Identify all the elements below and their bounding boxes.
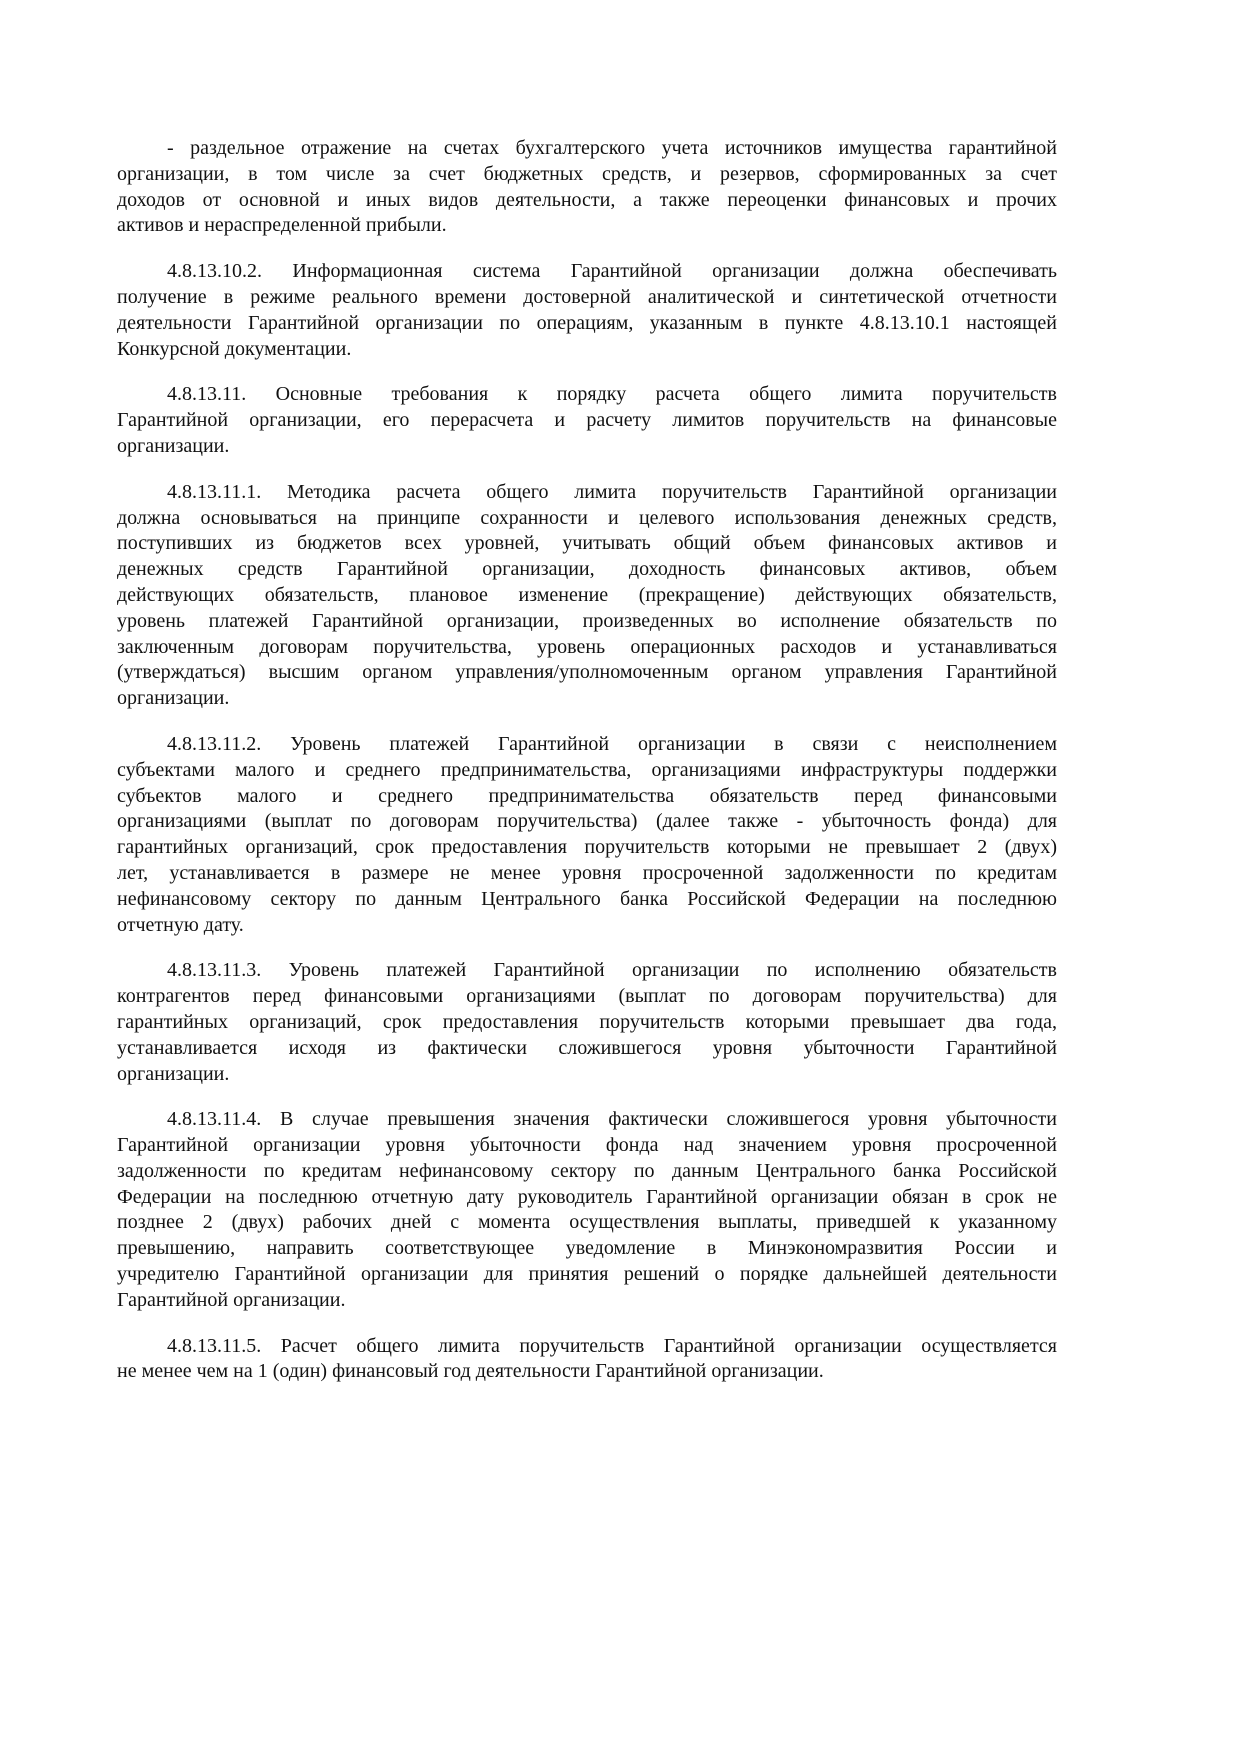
text-line: задолженности по кредитам нефинансовому сектору по данным Центрального банка Российской (117, 1159, 1057, 1182)
text-line: организации. (117, 687, 230, 710)
text-line: гарантийных организаций, срок предоставления поручительств которыми не превышает 2 (двух) (117, 836, 1057, 859)
paragraph (117, 136, 1057, 239)
paragraph (117, 480, 1057, 712)
text-line: денежных средств Гарантийной организации, доходность финансовых активов, объем (117, 558, 1057, 581)
text-line: субъектов малого и среднего предпринимательства обязательств перед финансовыми (117, 784, 1057, 807)
text-line: Гарантийной организации уровня убыточности фонда над значением уровня просроченной (117, 1134, 1057, 1157)
text-line: 4.8.13.10.2. Информационная система Гарантийной организации должна обеспечивать (167, 260, 1057, 283)
text-line: отчетную дату. (117, 913, 244, 936)
text-line: 4.8.13.11.3. Уровень платежей Гарантийной организации по исполнению обязательств (167, 959, 1057, 982)
text-line: Федерации на последнюю отчетную дату руководитель Гарантийной организации обязан в срок не (117, 1185, 1057, 1208)
text-line: - раздельное отражение на счетах бухгалтерского учета источников имущества гарантийной (167, 137, 1057, 159)
text-line: организации, в том числе за счет бюджетных средств, и резервов, сформированных за счет (117, 162, 1057, 185)
text-line: действующих обязательств, плановое изменение (прекращение) действующих обязательств, (117, 583, 1057, 606)
text-line: контрагентов перед финансовыми организациями (выплат по договорам поручительства) для (117, 985, 1057, 1008)
text-line: организации. (117, 434, 230, 457)
paragraph (117, 1334, 1057, 1386)
text-line: превышению, направить соответствующее уведомление в Минэкономразвития России и (117, 1237, 1057, 1260)
text-line: позднее 2 (двух) рабочих дней с момента осуществления выплаты, приведшей к указанному (117, 1211, 1057, 1234)
text-line: деятельности Гарантийной организации по операциям, указанным в пункте 4.8.13.10.1 настоящей (117, 311, 1057, 334)
text-line: активов и нераспределенной прибыли. (117, 214, 447, 237)
text-line: не менее чем на 1 (один) финансовый год деятельности Гарантийной организации. (117, 1360, 824, 1383)
text-line: Конкурсной документации. (117, 337, 352, 360)
document-page (117, 136, 1057, 1405)
paragraph (117, 382, 1057, 459)
text-line: учредителю Гарантийной организации для принятия решений о порядке дальнейшей деятельности (117, 1263, 1057, 1286)
text-line: организациями (выплат по договорам поручительства) (далее также - убыточность фонда) для (117, 810, 1057, 833)
text-line: 4.8.13.11. Основные требования к порядку расчета общего лимита поручительств (167, 383, 1057, 406)
text-line: 4.8.13.11.1. Методика расчета общего лимита поручительств Гарантийной организации (167, 480, 1057, 503)
text-line: заключенным договорам поручительства, уровень операционных расходов и устанавливаться (117, 635, 1057, 658)
text-line: получение в режиме реального времени достоверной аналитической и синтетической отчетности (117, 285, 1057, 308)
paragraph (117, 732, 1057, 938)
text-line: Гарантийной организации, его перерасчета и расчету лимитов поручительств на финансовые (117, 409, 1057, 432)
text-line: Гарантийной организации. (117, 1288, 346, 1311)
paragraph (117, 1107, 1057, 1313)
text-line: гарантийных организаций, срок предоставления поручительств которыми превышает два года, (117, 1010, 1057, 1033)
paragraph (117, 958, 1057, 1087)
text-line: доходов от основной и иных видов деятельности, а также переоценки финансовых и прочих (117, 188, 1057, 211)
text-line: должна основываться на принципе сохранности и целевого использования денежных средств, (117, 506, 1057, 529)
text-line: поступивших из бюджетов всех уровней, учитывать общий объем финансовых активов и (117, 532, 1057, 555)
paragraph (117, 259, 1057, 362)
text-line: уровень платежей Гарантийной организации, произведенных во исполнение обязательств по (117, 609, 1057, 632)
text-line: нефинансовому сектору по данным Центрального банка Российской Федерации на последнюю (117, 887, 1057, 910)
text-line: организации. (117, 1062, 230, 1085)
text-line: 4.8.13.11.5. Расчет общего лимита поручительств Гарантийной организации осуществляется (167, 1334, 1057, 1357)
text-line: (утверждаться) высшим органом управления/уполномоченным органом управления Гарантийной (117, 661, 1057, 684)
text-line: субъектами малого и среднего предпринимательства, организациями инфраструктуры поддержки (117, 758, 1057, 781)
text-line: 4.8.13.11.2. Уровень платежей Гарантийной организации в связи с неисполнением (167, 732, 1057, 755)
text-line: устанавливается исходя из фактически сложившегося уровня убыточности Гарантийной (117, 1036, 1057, 1059)
text-line: 4.8.13.11.4. В случае превышения значения фактически сложившегося уровня убыточности (167, 1108, 1057, 1131)
text-line: лет, устанавливается в размере не менее уровня просроченной задолженности по кредитам (117, 861, 1057, 884)
